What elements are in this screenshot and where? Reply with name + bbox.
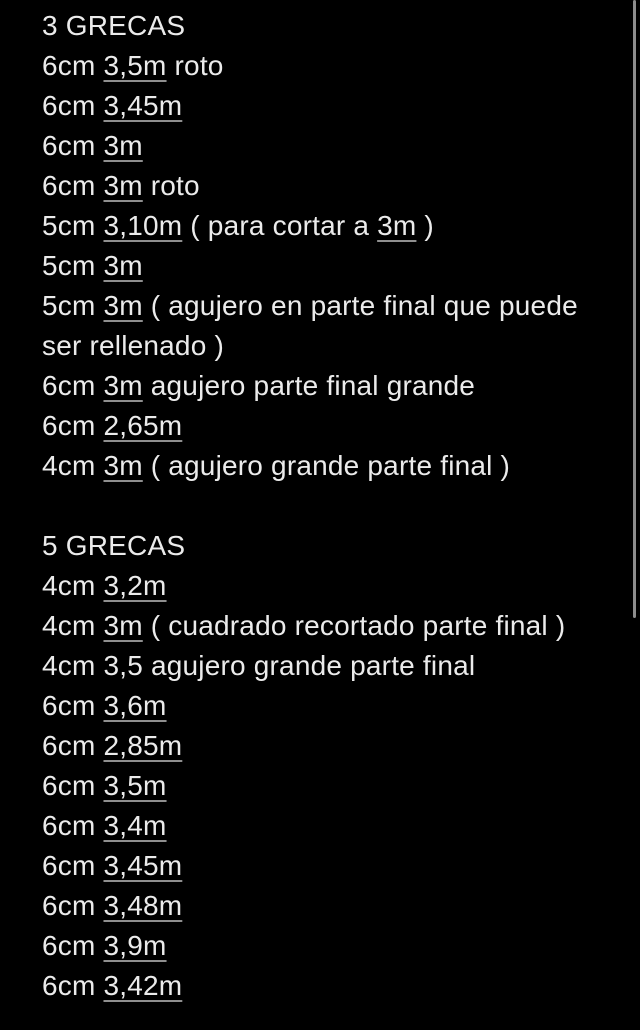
measurement-link[interactable]: 3,42m bbox=[103, 970, 183, 1001]
note-line bbox=[42, 86, 622, 126]
measurement-link[interactable]: 3,9m bbox=[103, 930, 167, 961]
note-text: ( para cortar a bbox=[182, 210, 378, 241]
note-line bbox=[42, 166, 622, 206]
note-text: 4cm 3,5 agujero grande parte final bbox=[42, 650, 476, 681]
note-text: 5cm bbox=[42, 290, 104, 321]
measurement-link[interactable]: 3,48m bbox=[103, 890, 183, 921]
note-text: 6cm bbox=[42, 930, 104, 961]
note-text: 6cm bbox=[42, 690, 104, 721]
measurement-link[interactable]: 3,2m bbox=[103, 570, 167, 601]
note-text: 4cm bbox=[42, 450, 104, 481]
note-text: 6cm bbox=[42, 410, 104, 441]
measurement-link[interactable]: 3,10m bbox=[103, 210, 183, 241]
measurement-link[interactable]: 3,45m bbox=[103, 90, 183, 121]
note-line bbox=[42, 806, 622, 846]
section-title: 5 GRECAS bbox=[42, 530, 186, 561]
note-text: roto bbox=[166, 50, 224, 81]
note-text: 6cm bbox=[42, 730, 104, 761]
section-title: 3 GRECAS bbox=[42, 10, 186, 41]
note-line bbox=[42, 606, 622, 646]
note-text: ( agujero grande parte final ) bbox=[142, 450, 511, 481]
note-line bbox=[42, 446, 622, 486]
note-text: ) bbox=[416, 210, 434, 241]
note-text: 6cm bbox=[42, 170, 104, 201]
measurement-link[interactable]: 3m bbox=[103, 450, 143, 481]
measurement-link[interactable]: 3m bbox=[103, 370, 143, 401]
section-3-grecas bbox=[42, 6, 622, 486]
note-text: 6cm bbox=[42, 890, 104, 921]
note-line bbox=[42, 406, 622, 446]
measurement-link[interactable]: 3m bbox=[103, 130, 143, 161]
note-text: ( agujero en parte final que puede ser rellenado ) bbox=[42, 290, 586, 361]
note-text: 6cm bbox=[42, 810, 104, 841]
measurement-link[interactable]: 3,45m bbox=[103, 850, 183, 881]
note-line bbox=[42, 686, 622, 726]
note-text: agujero parte final grande bbox=[142, 370, 476, 401]
measurement-link[interactable]: 3m bbox=[103, 250, 143, 281]
section-5-grecas bbox=[42, 526, 622, 1006]
note-text: 4cm bbox=[42, 610, 104, 641]
measurement-link[interactable]: 3m bbox=[103, 610, 143, 641]
note-text: 4cm bbox=[42, 570, 104, 601]
note-line bbox=[42, 206, 622, 246]
note-line bbox=[42, 726, 622, 766]
measurement-link[interactable]: 3m bbox=[377, 210, 417, 241]
measurement-link[interactable]: 3,6m bbox=[103, 690, 167, 721]
measurement-link[interactable]: 3,4m bbox=[103, 810, 167, 841]
note-text: 6cm bbox=[42, 770, 104, 801]
measurement-link[interactable]: 3m bbox=[103, 170, 143, 201]
note-line bbox=[42, 766, 622, 806]
measurement-link[interactable]: 3m bbox=[103, 290, 143, 321]
measurement-link[interactable]: 3,5m bbox=[103, 50, 167, 81]
note-text: 5cm bbox=[42, 210, 104, 241]
note-line bbox=[42, 366, 622, 406]
note-text: ( cuadrado recortado parte final ) bbox=[142, 610, 566, 641]
note-text: 5cm bbox=[42, 250, 104, 281]
note-text: 6cm bbox=[42, 970, 104, 1001]
note-line bbox=[42, 846, 622, 886]
note-text: 6cm bbox=[42, 130, 104, 161]
note-line bbox=[42, 646, 622, 686]
note-line bbox=[42, 126, 622, 166]
note-text: 6cm bbox=[42, 50, 104, 81]
note-text: 6cm bbox=[42, 850, 104, 881]
note-text: 6cm bbox=[42, 370, 104, 401]
measurement-link[interactable]: 2,65m bbox=[103, 410, 183, 441]
note-line bbox=[42, 566, 622, 606]
measurement-link[interactable]: 2,85m bbox=[103, 730, 183, 761]
note-line bbox=[42, 926, 622, 966]
note-line bbox=[42, 246, 622, 286]
note-text: 6cm bbox=[42, 90, 104, 121]
note-text: roto bbox=[142, 170, 200, 201]
note-line bbox=[42, 286, 622, 366]
scrollbar-thumb[interactable] bbox=[633, 0, 636, 618]
note-line bbox=[42, 886, 622, 926]
measurement-link[interactable]: 3,5m bbox=[103, 770, 167, 801]
note-line bbox=[42, 46, 622, 86]
note-line bbox=[42, 966, 622, 1006]
